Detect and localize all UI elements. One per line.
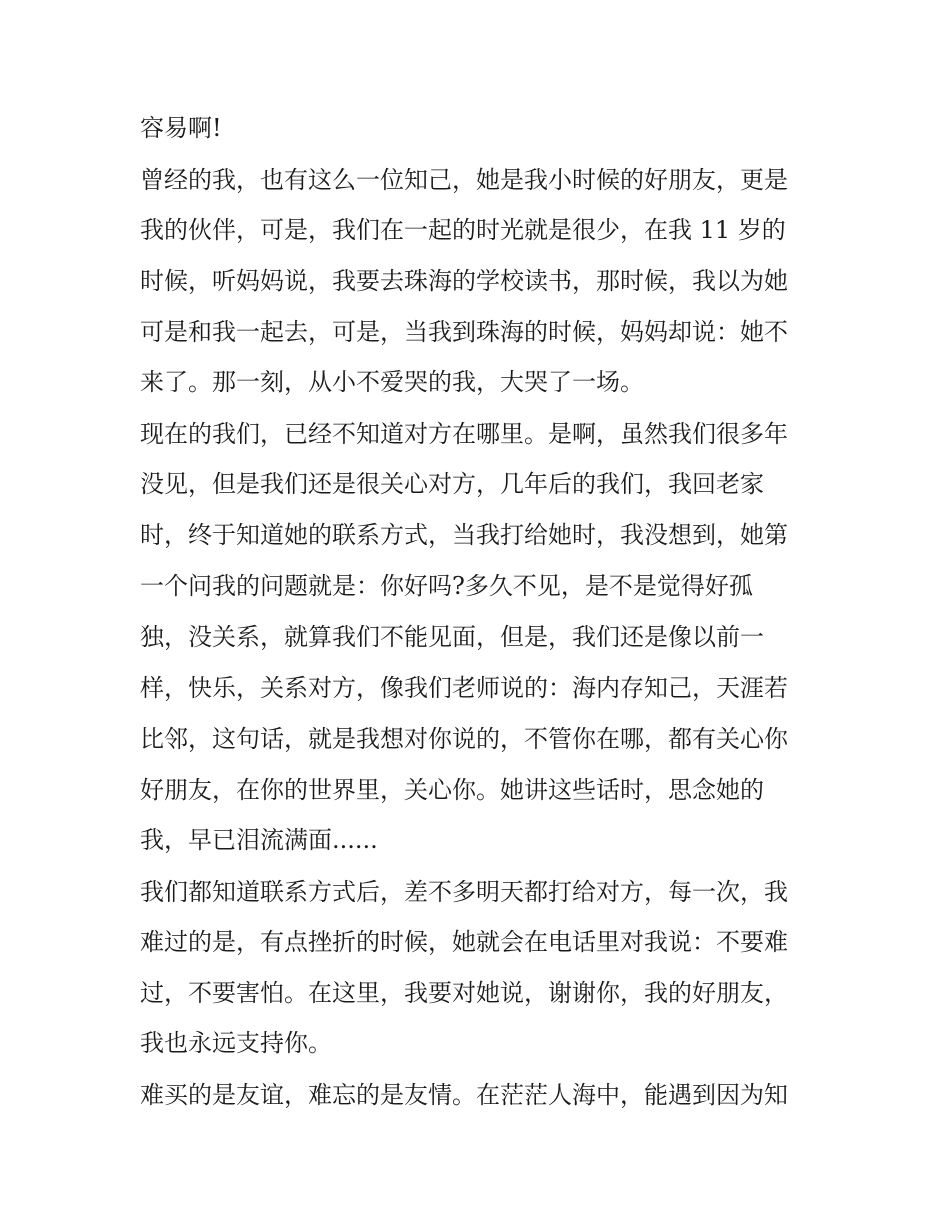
text-line: 可是和我一起去，可是，当我到珠海的时候，妈妈却说：她不 bbox=[140, 318, 788, 346]
text-line: 样，快乐，关系对方，像我们老师说的：海内存知己，天涯若 bbox=[140, 674, 788, 702]
text-line: 容易啊! bbox=[140, 114, 222, 142]
text-line: 我们都知道联系方式后，差不多明天都打给对方，每一次，我 bbox=[140, 878, 788, 906]
text-line: 来了。那一刻，从小不爱哭的我，大哭了一场。 bbox=[140, 368, 644, 396]
text-line: 难买的是友谊，难忘的是友情。在茫茫人海中，能遇到因为知 bbox=[140, 1081, 788, 1109]
text-line: 难过的是，有点挫折的时候，她就会在电话里对我说：不要难 bbox=[140, 928, 788, 956]
text-line: 比邻，这句话，就是我想对你说的，不管你在哪，都有关心你 bbox=[140, 725, 788, 753]
text-line: 过，不要害怕。在这里，我要对她说，谢谢你，我的好朋友， bbox=[140, 979, 788, 1007]
text-line: 我的伙伴，可是，我们在一起的时光就是很少，在我 11 岁的 bbox=[140, 216, 786, 244]
text-line: 我，早已泪流满面...... bbox=[140, 826, 378, 854]
text-line: 好朋友，在你的世界里，关心你。她讲这些话时，思念她的 bbox=[140, 776, 764, 804]
text-line: 时候，听妈妈说，我要去珠海的学校读书，那时候，我以为她 bbox=[140, 267, 788, 295]
text-line: 曾经的我，也有这么一位知己，她是我小时候的好朋友，更是 bbox=[140, 166, 788, 194]
text-line: 我也永远支持你。 bbox=[140, 1029, 332, 1057]
text-line: 独，没关系，就算我们不能见面，但是，我们还是像以前一 bbox=[140, 623, 764, 651]
text-line: 时，终于知道她的联系方式，当我打给她时，我没想到，她第 bbox=[140, 521, 788, 549]
text-line: 现在的我们，已经不知道对方在哪里。是啊，虽然我们很多年 bbox=[140, 420, 788, 448]
text-line: 没见，但是我们还是很关心对方，几年后的我们，我回老家 bbox=[140, 470, 764, 498]
text-line: 一个问我的问题就是：你好吗?多久不见，是不是觉得好孤 bbox=[140, 572, 753, 600]
